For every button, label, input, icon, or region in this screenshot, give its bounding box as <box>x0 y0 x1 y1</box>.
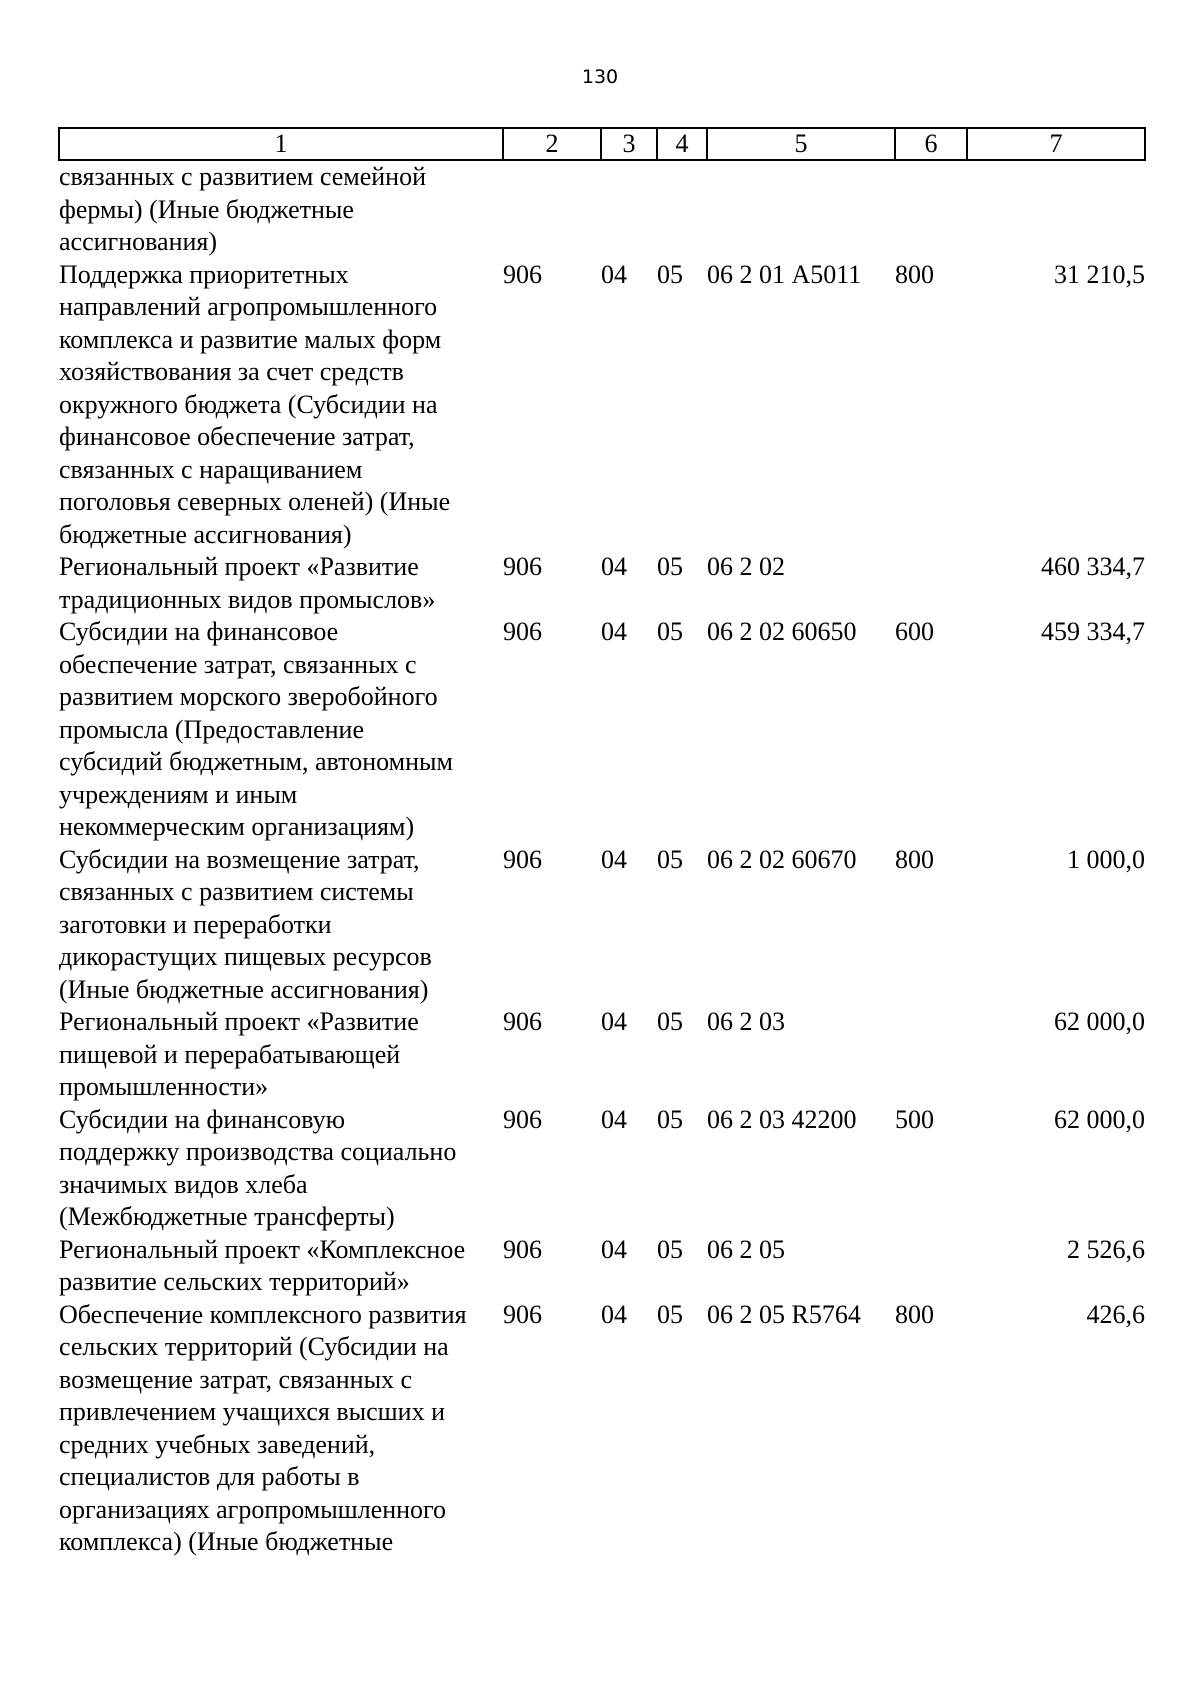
table-row <box>59 160 1145 259</box>
row-target-code: 06 2 01 А5011 <box>707 259 862 289</box>
row-amount: 2 526,6 <box>1067 1234 1145 1264</box>
row-section-code <box>601 160 657 259</box>
row-target-code: 06 2 02 60670 <box>707 844 857 874</box>
row-expense-type: 500 <box>895 1104 934 1134</box>
row-description: Региональный проект «Комплексное развитие сельских территорий» <box>59 1234 466 1296</box>
table-row <box>59 1006 1145 1104</box>
header-row <box>59 128 1145 160</box>
row-section-code: 04 <box>601 617 627 646</box>
row-subsection-code: 05 <box>657 1104 683 1134</box>
row-section-code: 04 <box>601 1007 627 1036</box>
row-subsection-code: 05 <box>657 259 683 289</box>
row-amount: 459 334,7 <box>1041 617 1145 646</box>
budget-table <box>58 127 1146 1559</box>
row-amount: 31 210,5 <box>1054 259 1145 289</box>
row-description: Региональный проект «Развитие пищевой и перерабатывающей промышленности» <box>59 1007 419 1101</box>
row-amount: 1 000,0 <box>1067 844 1145 874</box>
table-row <box>59 844 1145 1007</box>
row-ministry-code: 906 <box>503 844 542 874</box>
table-row <box>59 616 1145 844</box>
row-ministry-code: 906 <box>503 552 542 581</box>
row-subsection-code <box>657 160 707 259</box>
row-subsection-code: 05 <box>657 1299 683 1329</box>
table-row <box>59 551 1145 616</box>
row-description: Поддержка приоритетных направлений агропромышленного комплекса и развитие малых форм хозяйствования за счет средств окружного бюджета (Субсидии на финансовое обеспечение затрат, связанных с наращиванием поголовья северных оленей) (Иные бюджетные ассигнования) <box>59 259 451 549</box>
table-row <box>59 1299 1145 1559</box>
column-header-1: 1 <box>59 128 503 160</box>
row-description: Субсидии на финансовое обеспечение затрат, связанных с развитием морского зверобойного промысла (Предоставление субсидий бюджетным, автономным учреждениям и иным некоммерческим организациям) <box>59 617 453 841</box>
row-expense-type <box>895 160 967 259</box>
row-amount: 62 000,0 <box>1054 1007 1145 1036</box>
row-section-code: 04 <box>601 552 627 581</box>
column-header-4: 4 <box>657 128 707 160</box>
row-description: Субсидии на возмещение затрат, связанных с развитием системы заготовки и переработки дикорастущих пищевых ресурсов (Иные бюджетные ассигнования) <box>59 844 432 1004</box>
row-target-code: 06 2 02 <box>707 552 785 581</box>
row-amount: 426,6 <box>1086 1299 1145 1329</box>
row-ministry-code: 906 <box>503 1299 542 1329</box>
row-amount: 62 000,0 <box>1054 1104 1145 1134</box>
row-target-code: 06 2 03 42200 <box>707 1104 857 1134</box>
column-header-3: 3 <box>601 128 657 160</box>
row-expense-type: 800 <box>895 259 934 289</box>
row-section-code: 04 <box>601 1104 627 1134</box>
row-section-code: 04 <box>601 1299 627 1329</box>
column-header-7: 7 <box>967 128 1145 160</box>
row-expense-type <box>895 1006 967 1104</box>
row-target-code: 06 2 02 60650 <box>707 617 857 646</box>
row-section-code: 04 <box>601 1234 627 1264</box>
row-description: Субсидии на финансовую поддержку производства социально значимых видов хлеба (Межбюджетные трансферты) <box>59 1104 457 1231</box>
row-target-code: 06 2 05 <box>707 1234 785 1264</box>
table-row <box>59 1104 1145 1234</box>
row-section-code: 04 <box>601 844 627 874</box>
page-number: 130 <box>581 66 619 88</box>
row-expense-type <box>895 1234 967 1299</box>
table-row <box>59 259 1145 552</box>
row-ministry-code: 906 <box>503 1234 542 1264</box>
row-subsection-code: 05 <box>657 617 683 646</box>
row-amount: 460 334,7 <box>1041 552 1145 581</box>
row-description: Обеспечение комплексного развития сельских территорий (Субсидии на возмещение затрат, связанных с привлечением учащихся высших и средних учебных заведений, специалистов для работы в организациях агропромышленного комплекса) (Иные бюджетные <box>59 1299 467 1556</box>
row-description: связанных с развитием семейной фермы) (Иные бюджетные ассигнования) <box>59 162 426 256</box>
column-header-5: 5 <box>707 128 895 160</box>
row-expense-type: 800 <box>895 1299 934 1329</box>
row-ministry-code: 906 <box>503 1007 542 1036</box>
row-expense-type <box>895 551 967 616</box>
row-subsection-code: 05 <box>657 1234 683 1264</box>
row-section-code: 04 <box>601 259 627 289</box>
column-header-2: 2 <box>503 128 601 160</box>
row-subsection-code: 05 <box>657 552 683 581</box>
row-subsection-code: 05 <box>657 844 683 874</box>
row-target-code: 06 2 05 R5764 <box>707 1299 861 1329</box>
table-row <box>59 1234 1145 1299</box>
row-expense-type: 600 <box>895 617 934 646</box>
row-amount <box>967 160 1145 259</box>
row-subsection-code: 05 <box>657 1007 683 1036</box>
row-ministry-code: 906 <box>503 259 542 289</box>
row-expense-type: 800 <box>895 844 934 874</box>
row-ministry-code: 906 <box>503 617 542 646</box>
row-ministry-code <box>503 160 601 259</box>
row-ministry-code: 906 <box>503 1104 542 1134</box>
column-header-6: 6 <box>895 128 967 160</box>
row-target-code: 06 2 03 <box>707 1007 785 1036</box>
row-target-code <box>707 160 895 259</box>
row-description: Региональный проект «Развитие традиционных видов промыслов» <box>59 552 436 614</box>
